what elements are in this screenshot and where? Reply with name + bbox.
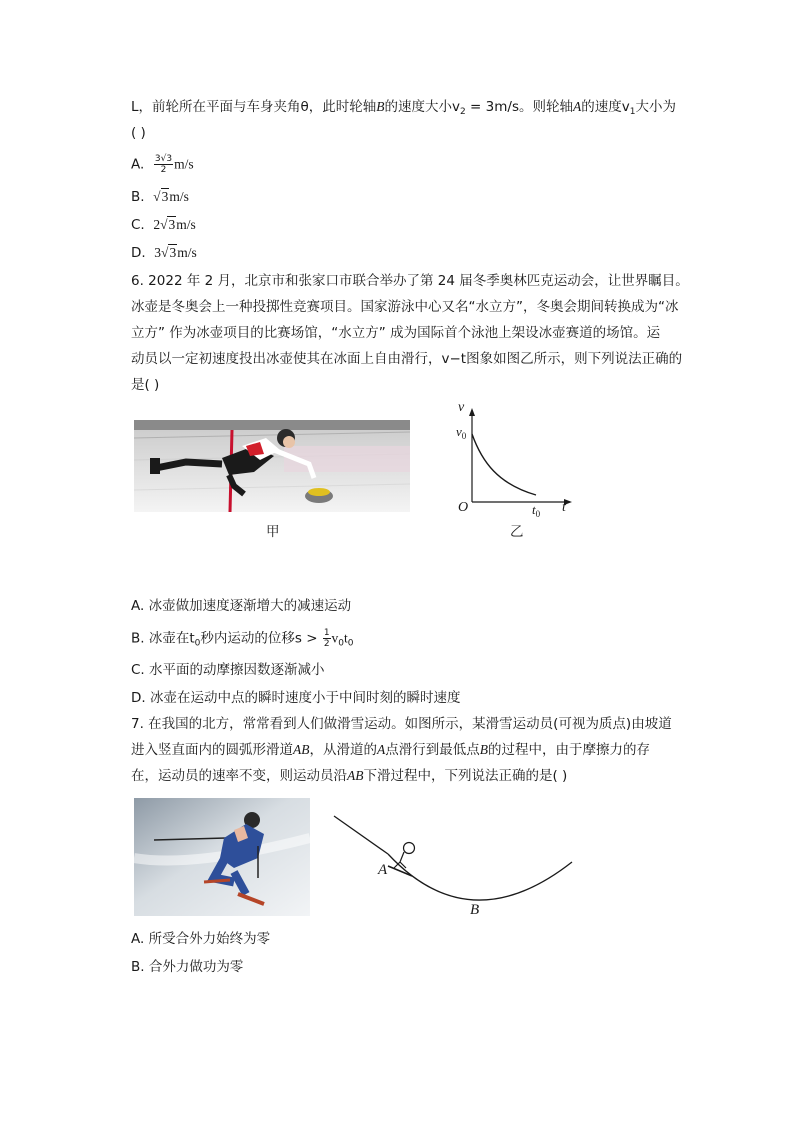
q6-stem-line2: 冰壶是冬奥会上一种投掷性竞赛项目。国家游泳中心又名“水立方”，冬奥会期间转换成为“冰 [131,299,679,315]
q5-option-b[interactable]: B. √3m/s [131,189,189,205]
figure-caption-jia: 甲 [266,524,280,540]
curling-photo [134,420,410,512]
slope-line [334,816,388,854]
slope-diagram [330,810,580,920]
q6-stem-line5: 是( ) [131,377,160,393]
point-a-label: A [378,862,388,878]
figure-caption-yi: 乙 [510,524,524,540]
vt-curve [472,434,536,495]
t-label: t [562,500,566,515]
q5-option-d[interactable]: D. 3√3m/s [131,245,197,261]
q6-option-c[interactable]: C. 水平面的动摩擦因数逐渐减小 [131,662,325,678]
q5-option-c[interactable]: C. 2√3m/s [131,217,196,233]
q7-option-b[interactable]: B. 合外力做功为零 [131,959,244,975]
arc-track [388,854,572,900]
v-label: v [458,400,465,415]
q7-option-a[interactable]: A. 所受合外力始终为零 [131,931,271,947]
q6-option-b[interactable]: B. 冰壶在$t_0$秒内运动的位移s > $\frac{1}{2}$ $v_0t_0$ [131,628,354,649]
t0-label: $t_0$ [532,502,541,519]
v0-label: $v_0$ [456,424,467,441]
point-b-label: B [470,902,480,918]
q7-stem-line2: 进入竖直面内的圆弧形滑道AB，从滑道的A点滑行到最低点B的过程中，由于摩擦力的存 [131,742,650,758]
q6-option-a[interactable]: A. 冰壶做加速度逐渐增大的减速运动 [131,598,352,614]
q5-answer-paren: ( ) [131,125,146,141]
origin-label: O [458,500,469,515]
ski-icon [388,866,412,876]
skier-head-icon [404,843,415,854]
q6-option-d[interactable]: D. 冰壶在运动中点的瞬时速度小于中间时刻的瞬时速度 [131,690,461,706]
q6-stem-line1: 6. 2022 年 2 月，北京市和张家口市联合举办了第 24 届冬季奥林匹克运动会，让世界瞩目。 [131,273,689,289]
q5-stem-line1: L，前轮所在平面与车身夹角θ，此时轮轴B的速度大小$v_2 = 3m/s$。则轮轴A的速度$v_1$大小为 [131,99,676,117]
q6-stem-line3: 立方” 作为冰壶项目的比赛场馆，“水立方” 成为国际首个泳池上架设冰壶赛道的场馆。运 [131,325,661,341]
fraction: $\frac{1}{2}$ [323,628,330,649]
q7-stem-line1: 7. 在我国的北方，常常看到人们做滑雪运动。如图所示，某滑雪运动员(可视为质点)由坡道 [131,716,672,732]
vt-graph [448,402,578,522]
fraction: $\frac{3√3}{2}$ [154,154,173,175]
skier-photo [134,798,310,916]
q5-option-a[interactable]: A. $\frac{3√3}{2}$ m/s [131,154,194,175]
v-axis-arrow-icon [469,408,475,416]
q6-stem-line4: 动员以一定初速度投出冰壶使其在冰面上自由滑行，v−t图象如图乙所示，则下列说法正确的 [131,351,683,367]
q7-stem-line3: 在，运动员的速率不变，则运动员沿AB下滑过程中，下列说法正确的是( ) [131,768,568,784]
